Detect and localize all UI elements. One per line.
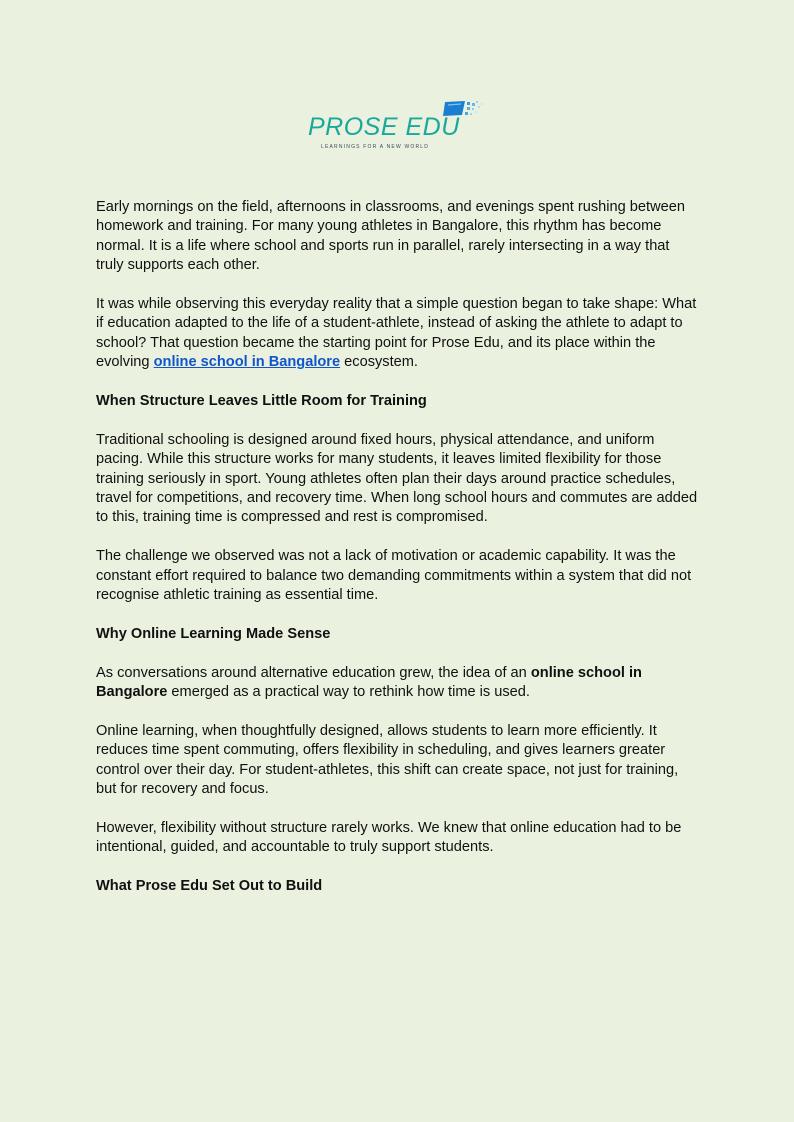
online-school-bold-phrase: online school in Bangalore	[96, 664, 642, 701]
logo-wordmark: PROSE EDU	[308, 113, 460, 141]
online-learning-text-after: emerged as a practical way to rethink how time is used.	[167, 684, 530, 701]
intro-paragraph-2-text-before: It was while observing this everyday reality that a simple question began to take shape: What if education adapted to the life of a student-athlete, instead of asking the athlete to adapt to school? That question became the starting point for Prose Edu, and its place within the evolving	[96, 296, 697, 371]
article-body	[96, 198, 700, 916]
online-learning-paragraph-1	[96, 664, 700, 703]
section-heading-what-prose-edu-built: What Prose Edu Set Out to Build	[96, 878, 323, 895]
section-heading-structure: When Structure Leaves Little Room for Training	[96, 393, 427, 410]
structure-paragraph-2: The challenge we observed was not a lack of motivation or academic capability. It was the constant effort required to balance two demanding commitments within a system that did not recognise athletic training as essential time.	[96, 548, 692, 604]
logo-tagline: LEARNINGS FOR A NEW WORLD	[321, 144, 430, 150]
online-school-link[interactable]: online school in Bangalore	[153, 354, 341, 371]
brand-logo	[305, 98, 490, 156]
section-heading-online-learning: Why Online Learning Made Sense	[96, 625, 331, 642]
online-learning-paragraph-2: Online learning, when thoughtfully designed, allows students to learn more efficiently. It reduces time spent commuting, offers flexibility in scheduling, and gives learners greater control over their day. For student-athletes, this shift can create space, not just for training, but for recovery and focus.	[96, 722, 679, 798]
online-learning-paragraph-3: However, flexibility without structure rarely works. We knew that online education had to be intentional, guided, and accountable to truly support students.	[96, 819, 682, 856]
intro-paragraph-1: Early mornings on the field, afternoons in classrooms, and evenings spent rushing between homework and training. For many young athletes in Bangalore, this rhythm has become normal. It is a life where school and sports run in parallel, rarely intersecting in a way that truly supports each other.	[96, 199, 685, 274]
intro-paragraph-2	[96, 295, 700, 373]
intro-paragraph-2-text-after: ecosystem.	[340, 354, 418, 371]
online-learning-text-before: As conversations around alternative education grew, the idea of an	[96, 664, 531, 681]
structure-paragraph-1: Traditional schooling is designed around fixed hours, physical attendance, and uniform pacing. While this structure works for many students, it leaves limited flexibility for those training seriously in sport. Young athletes often plan their days around practice schedules, travel for competitions, and recovery time. When long school hours and commutes are added to this, training time is compressed and rest is compromised.	[96, 431, 698, 526]
